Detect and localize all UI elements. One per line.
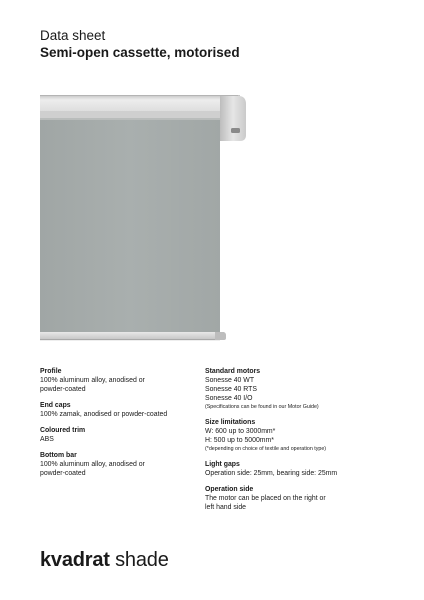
spec-end-caps xyxy=(40,401,200,419)
spec-line: powder-coated xyxy=(40,386,86,393)
spec-heading: Size limitations xyxy=(205,419,256,426)
brand-name-bold: kvadrat xyxy=(40,549,110,571)
spec-line: 100% zamak, anodised or powder-coated xyxy=(40,411,168,418)
spec-heading: Standard motors xyxy=(205,368,261,375)
spec-line: H: 500 up to 5000mm* xyxy=(205,437,274,444)
spec-line: Operation side: 25mm, bearing side: 25mm xyxy=(205,470,338,477)
spec-line: W: 600 up to 3000mm* xyxy=(205,428,276,435)
page-title: Semi-open cassette, motorised xyxy=(40,45,240,60)
brand-logo xyxy=(40,548,169,572)
spec-coloured-trim xyxy=(40,426,200,444)
cassette-top xyxy=(40,95,240,111)
spec-line: 100% aluminum alloy, anodised or xyxy=(40,377,145,384)
specs-right-column xyxy=(205,367,390,519)
spec-line: The motor can be placed on the right or xyxy=(205,495,326,502)
spec-heading: End caps xyxy=(40,402,71,409)
fabric-panel xyxy=(40,120,220,332)
spec-profile xyxy=(40,367,200,394)
brand-name-light: shade xyxy=(109,549,169,571)
spec-heading: Operation side xyxy=(205,486,254,493)
spec-line: left hand side xyxy=(205,504,246,511)
spec-line: Sonesse 40 RTS xyxy=(205,386,257,393)
spec-heading: Bottom bar xyxy=(40,452,77,459)
specs-left-column xyxy=(40,367,200,485)
spec-bottom-bar xyxy=(40,451,200,478)
spec-heading: Coloured trim xyxy=(40,427,86,434)
spec-line: 100% aluminum alloy, anodised or xyxy=(40,461,145,468)
spec-line: Sonesse 40 WT xyxy=(205,377,255,384)
spec-size-limitations xyxy=(205,418,390,453)
spec-note: (Specifications can be found in our Motor Guide) xyxy=(205,404,319,410)
bottom-bar xyxy=(40,332,220,339)
spec-standard-motors xyxy=(205,367,390,411)
spec-light-gaps xyxy=(205,460,390,478)
end-cap xyxy=(220,96,246,141)
spec-note: (*depending on choice of textile and operation type) xyxy=(205,446,327,452)
spec-operation-side xyxy=(205,485,390,512)
spec-line: Sonesse 40 I/O xyxy=(205,395,253,402)
spec-line: powder-coated xyxy=(40,470,86,477)
spec-line: ABS xyxy=(40,436,54,443)
spec-heading: Profile xyxy=(40,368,62,375)
spec-heading: Light gaps xyxy=(205,461,240,468)
doc-type: Data sheet xyxy=(40,28,106,43)
